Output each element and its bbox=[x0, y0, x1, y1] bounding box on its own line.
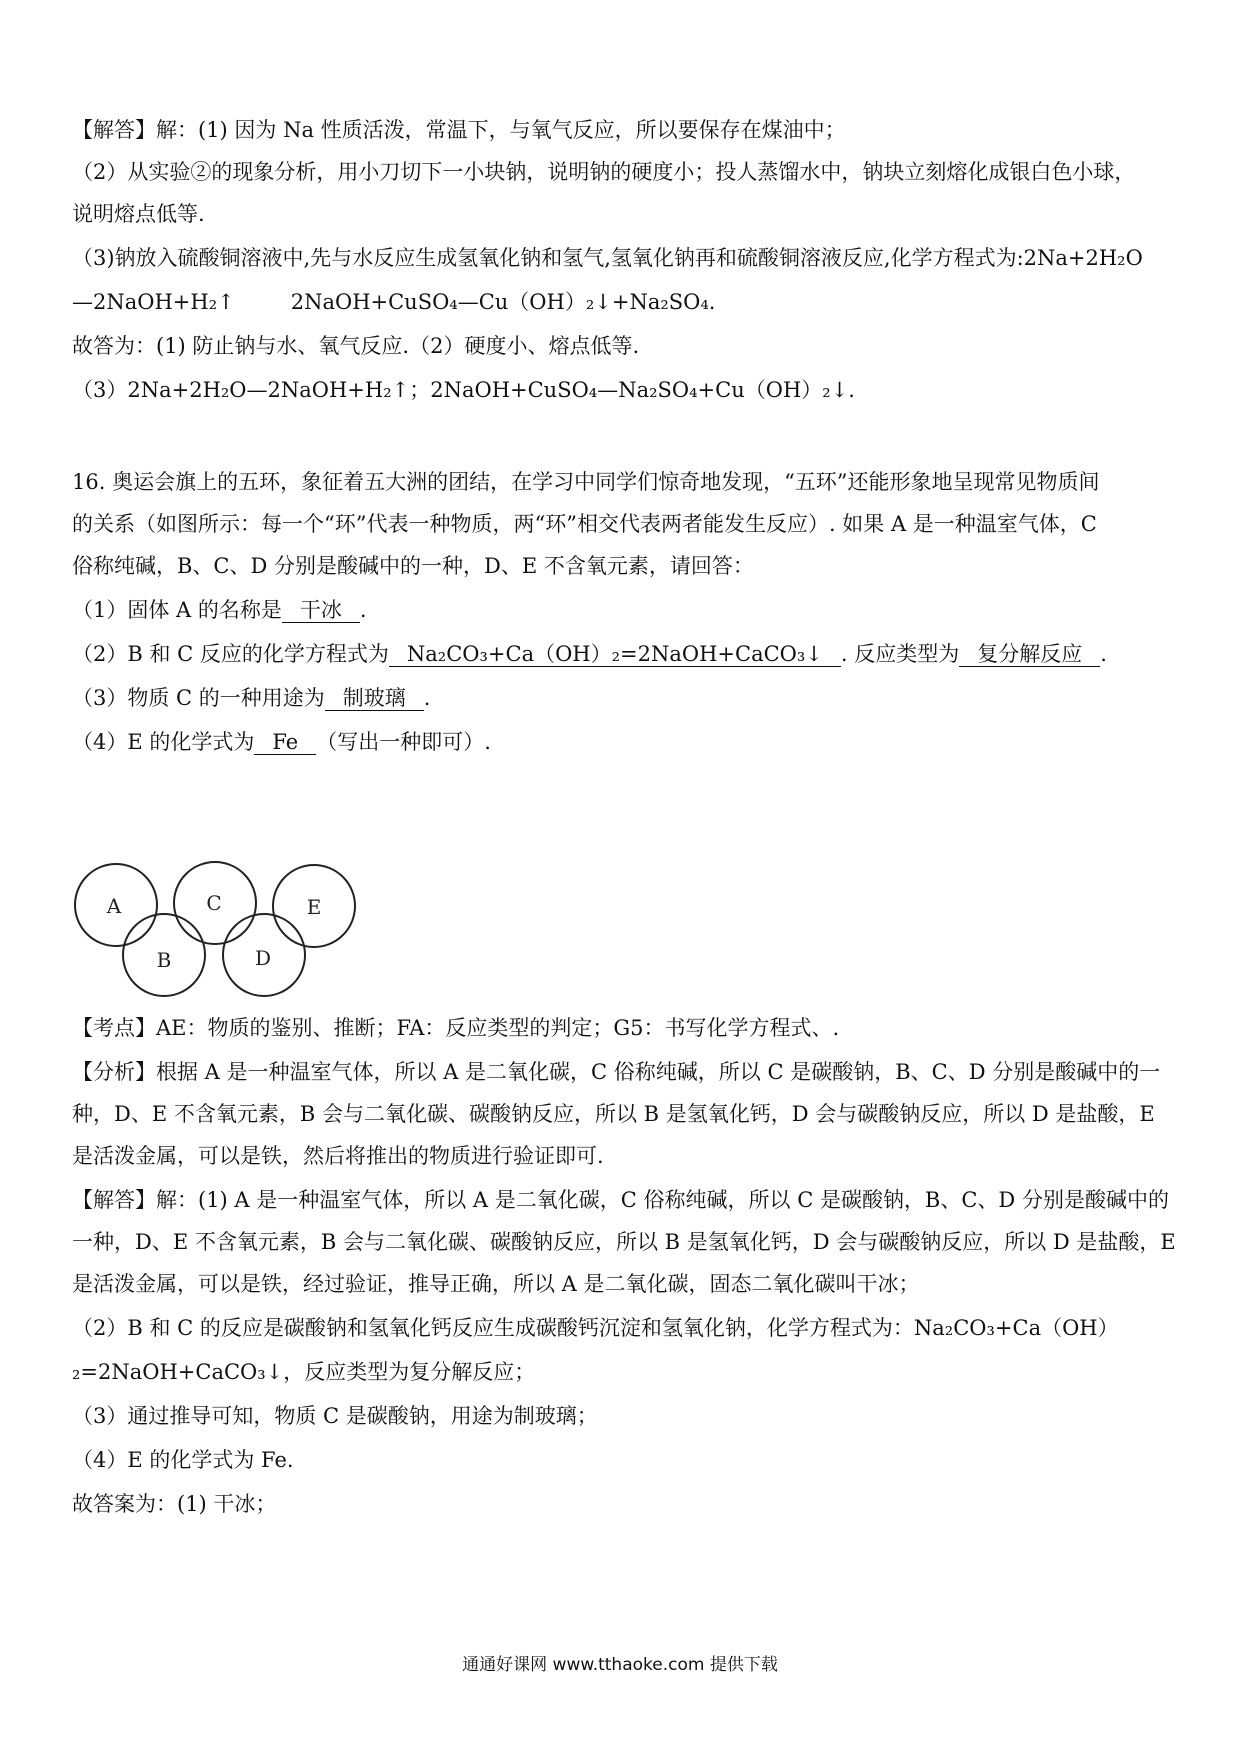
analysis-line-3: 是活泼金属，可以是铁，然后将推出的物质进行验证即可. bbox=[72, 1144, 604, 1168]
ring-label-e: E bbox=[306, 895, 322, 919]
answer-line-2: （2）从实验②的现象分析，用小刀切下一小块钠，说明钠的硬度小；投人蒸馏水中，钠块立刻熔化成银白色小球， bbox=[72, 160, 1136, 184]
page-footer: 通通好课网 www.tthaoke.com 提供下载 bbox=[462, 1655, 778, 1675]
answer-line-4: （3)钠放入硫酸铜溶液中,先与水反应生成氢氧化钠和氢气,氢氧化钠再和硫酸铜溶液反应,化学方程式为:2Na+2H₂O bbox=[72, 246, 1143, 270]
question-16-line-1: 16. 奥运会旗上的五环，象征着五大洲的团结，在学习中同学们惊奇地发现，“五环”还能形象地呈现常见物质间 bbox=[72, 470, 1100, 494]
answer-summary-1: 故答为：(1) 防止钠与水、氧气反应.（2）硬度小、熔点低等. bbox=[72, 334, 640, 358]
kaodian-line: 【考点】AE：物质的鉴别、推断；FA：反应类型的判定；G5：书写化学方程式、. bbox=[72, 1016, 840, 1040]
punct: . bbox=[1100, 642, 1107, 666]
answer-blank-5: Fe bbox=[254, 730, 316, 755]
sub-question-1-text: （1）固体 A 的名称是 bbox=[72, 598, 282, 622]
answer-summary-2: （3）2Na+2H₂O—2NaOH+H₂↑；2NaOH+CuSO₄—Na₂SO₄+Cu（OH）₂↓. bbox=[72, 378, 855, 402]
solution-line-4: （2）B 和 C 的反应是碳酸钠和氢氧化钙反应生成碳酸钙沉淀和氢氧化钠，化学方程式为：Na₂CO₃+Ca（OH） bbox=[72, 1316, 1119, 1340]
answer-line-3: 说明熔点低等. bbox=[72, 202, 205, 226]
solution-line-6: （3）通过推导可知，物质 C 是碳酸钠，用途为制玻璃； bbox=[72, 1404, 598, 1428]
solution-line-7: （4）E 的化学式为 Fe. bbox=[72, 1448, 294, 1472]
answer-blank-3: 复分解反应 bbox=[959, 642, 1100, 667]
punct: . bbox=[423, 686, 431, 710]
ring-label-d: D bbox=[254, 946, 272, 970]
sub-question-4-text: （4）E 的化学式为 bbox=[72, 730, 255, 754]
sub-question-2 bbox=[72, 640, 1172, 668]
sub-question-1 bbox=[72, 596, 1172, 624]
sub-question-3-text: （3）物质 C 的一种用途为 bbox=[72, 686, 325, 710]
sub-question-2-mid: . 反应类型为 bbox=[840, 642, 960, 666]
sub-question-3 bbox=[72, 684, 1172, 712]
solution-line-5: ₂=2NaOH+CaCO₃↓，反应类型为复分解反应； bbox=[72, 1360, 536, 1384]
equation-1: —2NaOH+H₂↑ bbox=[72, 290, 235, 314]
equation-2: 2NaOH+CuSO₄—Cu（OH）₂↓+Na₂SO₄. bbox=[290, 290, 716, 314]
answer-line-1: 【解答】解：(1) 因为 Na 性质活泼，常温下，与氧气反应，所以要保存在煤油中； bbox=[72, 118, 846, 142]
final-answer-line: 故答案为：(1) 干冰； bbox=[72, 1492, 277, 1516]
five-rings-diagram bbox=[74, 850, 404, 1010]
solution-line-2: 一种，D、E 不含氧元素，B 会与二氧化碳、碳酸钠反应，所以 B 是氢氧化钙，D 会与碳酸钠反应，所以 D 是盐酸，E bbox=[72, 1230, 1176, 1254]
question-16-line-2: 的关系（如图所示：每一个“环”代表一种物质，两“环”相交代表两者能发生反应）. 如果 A 是一种温室气体，C bbox=[72, 512, 1097, 536]
question-16-line-3: 俗称纯碱，B、C、D 分别是酸碱中的一种，D、E 不含氧元素，请回答： bbox=[72, 554, 754, 578]
sub-question-4 bbox=[72, 728, 1172, 756]
solution-line-3: 是活泼金属，可以是铁，经过验证，推导正确，所以 A 是二氧化碳，固态二氧化碳叫干冰； bbox=[72, 1272, 920, 1296]
sub-question-4-note: （写出一种即可）. bbox=[316, 730, 491, 754]
analysis-line-2: 种，D、E 不含氧元素，B 会与二氧化碳、碳酸钠反应，所以 B 是氢氧化钙，D 会与碳酸钠反应，所以 D 是盐酸，E bbox=[72, 1102, 1155, 1126]
ring-label-a: A bbox=[106, 894, 122, 918]
answer-blank-4: 制玻璃 bbox=[325, 686, 424, 711]
answer-blank-1: 干冰 bbox=[282, 598, 360, 623]
punct: . bbox=[359, 598, 367, 622]
ring-label-c: C bbox=[206, 891, 222, 915]
solution-line-1: 【解答】解：(1) A 是一种温室气体，所以 A 是二氧化碳，C 俗称纯碱，所以 C 是碳酸钠，B、C、D 分别是酸碱中的 bbox=[72, 1188, 1169, 1212]
answer-line-5 bbox=[72, 288, 1172, 316]
answer-blank-2: Na₂CO₃+Ca（OH）₂=2NaOH+CaCO₃↓ bbox=[389, 642, 841, 667]
analysis-line-1: 【分析】根据 A 是一种温室气体，所以 A 是二氧化碳，C 俗称纯碱，所以 C 是碳酸钠，B、C、D 分别是酸碱中的一 bbox=[72, 1060, 1161, 1084]
sub-question-2-text: （2）B 和 C 反应的化学方程式为 bbox=[72, 642, 389, 666]
ring-label-b: B bbox=[156, 948, 172, 972]
